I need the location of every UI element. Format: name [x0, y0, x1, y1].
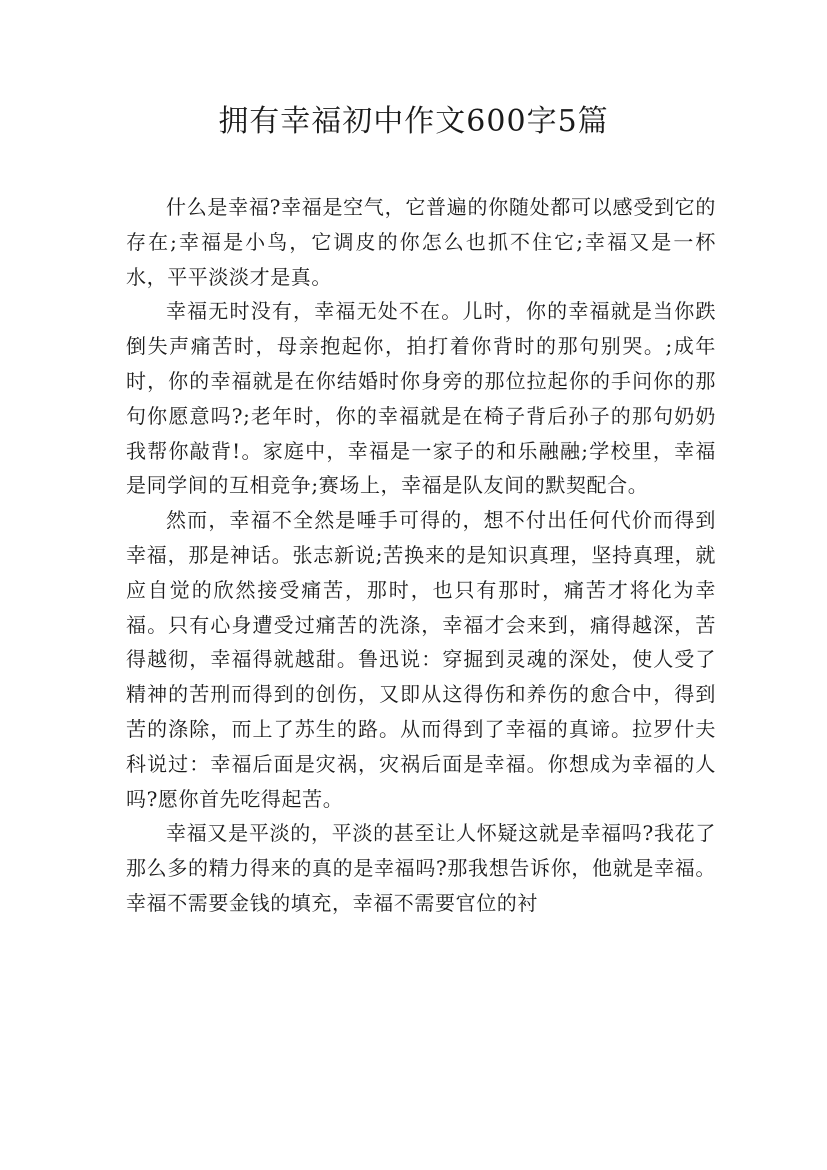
paragraph-3: 然而，幸福不全然是唾手可得的，想不付出任何代价而得到幸福，那是神话。张志新说;苦换来的是知识真理，坚持真理，就应自觉的欣然接受痛苦，那时，也只有那时，痛苦才将化为幸福。只有心身遭受过痛苦的洗涤，幸福才会来到，痛得越深，苦得越彻，幸福得就越甜。鲁迅说：穿掘到灵魂的深处，使人受了精神的苦刑而得到的创伤，又即从这得伤和养伤的愈合中，得到苦的涤除，而上了苏生的路。从而得到了幸福的真谛。拉罗什夫科说过：幸福后面是灾祸，灾祸后面是幸福。你想成为幸福的人吗?愿你首先吃得起苦。 — [126, 508, 716, 811]
document-body — [126, 190, 716, 921]
paragraph-4: 幸福又是平淡的，平淡的甚至让人怀疑这就是幸福吗?我花了那么多的精力得来的真的是幸福吗?那我想告诉你，他就是幸福。幸福不需要金钱的填充，幸福不需要官位的衬 — [126, 821, 716, 915]
document-title: 拥有幸福初中作文600字5篇 — [218, 104, 609, 139]
paragraph-2: 幸福无时没有，幸福无处不在。儿时，你的幸福就是当你跌倒失声痛苦时，母亲抱起你，拍打着你背时的那句别哭。;成年时，你的幸福就是在你结婚时你身旁的那位拉起你的手问你的那句你愿意吗?;老年时，你的幸福就是在椅子背后孙子的那句奶奶我帮你敲背!。家庭中，幸福是一家子的和乐融融;学校里，幸福是同学间的互相竞争;赛场上，幸福是队友间的默契配合。 — [126, 299, 716, 498]
paragraph-1: 什么是幸福?幸福是空气，它普遍的你随处都可以感受到它的存在;幸福是小鸟，它调皮的你怎么也抓不住它;幸福又是一杯水，平平淡淡才是真。 — [126, 195, 716, 289]
